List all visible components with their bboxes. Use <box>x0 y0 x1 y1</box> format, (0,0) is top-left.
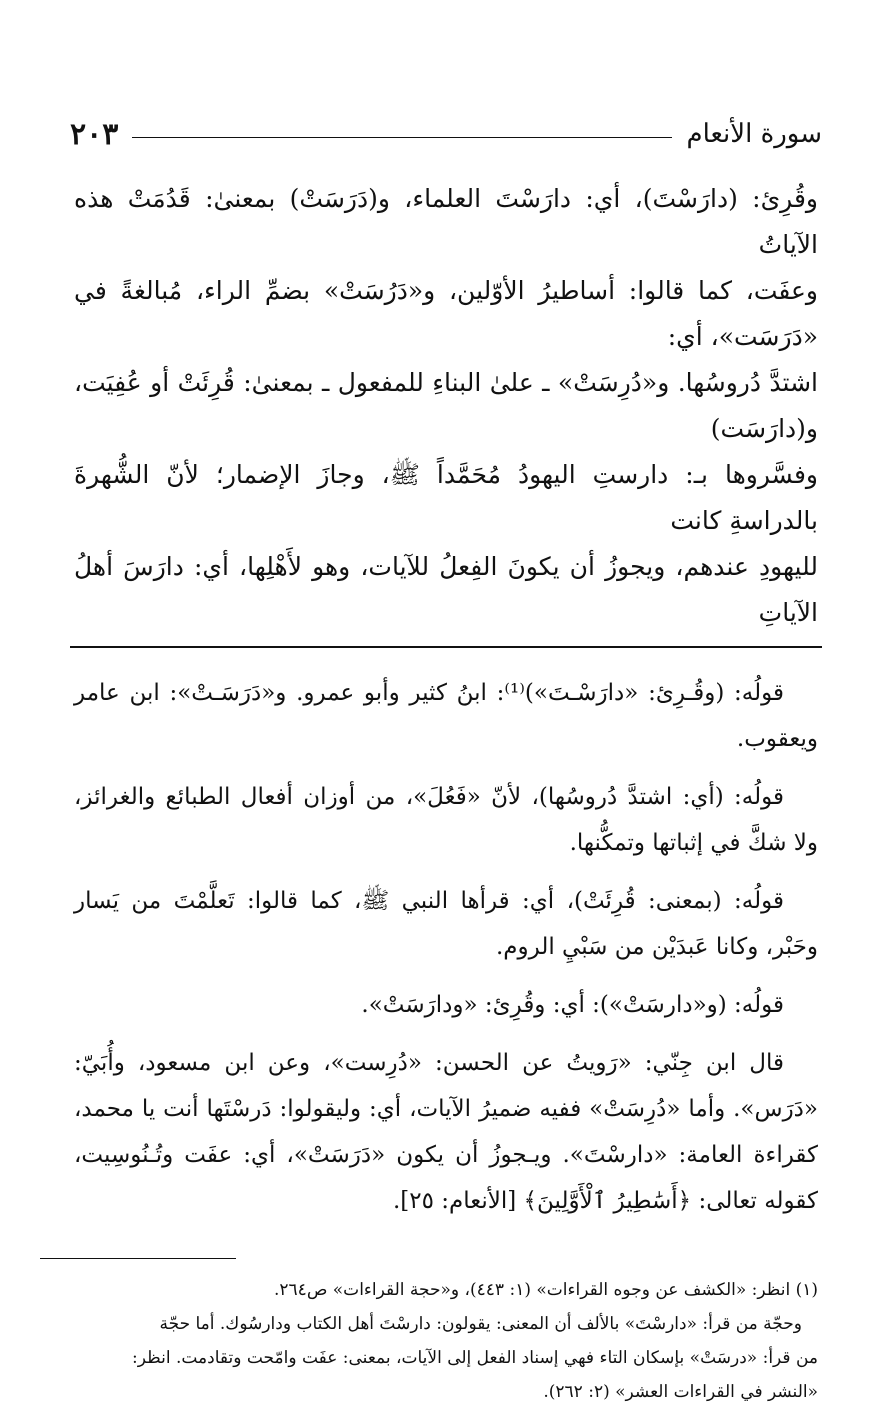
commentary-line: قال ابن جِنّي: «رَويتُ عن الحسن: «دُرِست»، وعن ابن مسعود، وأُبَيّ: «دَرَس». <box>74 1050 818 1122</box>
header-rule <box>132 137 672 138</box>
main-text-line: وعفَت، كما قالوا: أساطيرُ الأوّلين، و«دَرُسَتْ» بضمِّ الراء، مُبالغةً في «دَرَسَت»، أي: <box>74 276 818 351</box>
commentary-line: وأما «دُرِسَتْ» ففيه ضميرُ الآيات، أي: وليقولوا: دَرسْتَها أنت يا محمد، كقراءة العامة: <box>74 1096 818 1168</box>
footnote-line: «النشر في القراءات العشر» (٢: ٢٦٢). <box>543 1382 818 1402</box>
section-divider <box>70 646 822 648</box>
main-text <box>70 176 822 636</box>
commentary-line: قولُه: (بمعنى: قُرِئَتْ)، أي: قرأها النبي ﷺ، كما قالوا: تَعلَّمْتَ من يَسار وحَبْر، وكانا <box>74 888 818 960</box>
commentary-line: عَبدَيْن من سَبْيِ الروم. <box>495 934 709 960</box>
main-text-line: اشتدَّ دُروسُها. و«دُرِسَتْ» ـ علىٰ البناءِ للمفعول ـ بمعنىٰ: قُرِئَتْ أو عُفِيَت، و(دارَسَت) <box>74 368 818 443</box>
book-page <box>70 110 822 1409</box>
main-text-line: وفسَّروها بـ: دارستِ اليهودُ مُحَمَّداً ﷺ، وجازَ الإضمار؛ لأنّ الشُّهرةَ بالدراسةِ كانت <box>74 460 818 535</box>
commentary-paragraph <box>70 774 822 866</box>
page-header <box>70 110 822 158</box>
main-text-line: وقُرِئ: (دارَسْتَ)، أي: دارَسْتَ العلماء، و(دَرَسَتْ) بمعنىٰ: قَدُمَتْ هذه الآياتُ <box>74 184 818 259</box>
commentary-paragraph <box>70 670 822 762</box>
commentary-line: قولُه: (وقُـرِئ: «دارَسْـتَ»)⁽¹⁾: ابنُ كثير وأبو عمرو. و«دَرَسَـتْ»: ابن عامر <box>74 680 784 706</box>
commentary-line: ويعقوب. <box>736 726 818 752</box>
commentary-line: ٱلْأَوَّلِينَ﴾ [الأنعام: ٢٥]. <box>392 1188 607 1214</box>
commentary-line: إثباتها وتمكُّنها. <box>569 830 704 856</box>
commentary-paragraph <box>70 878 822 970</box>
commentary <box>70 670 822 1224</box>
commentary-line: قولُه: (أي: اشتدَّ دُروسُها)، لأنّ «فَعُلَ»، من أوزان أفعال الطبائع والغرائز، ولا شكَّ في <box>74 784 818 856</box>
footnote-line: من قرأ: «درسَتْ» بإسكان التاء فهي إسناد الفعل إلى الآيات، بمعنى: عفَت وامّحت وتقادمت. انظر: <box>132 1348 818 1368</box>
surah-title: سورة الأنعام <box>686 119 822 149</box>
main-text-line: لليهودِ عندهم، ويجوزُ أن يكونَ الفِعلُ للآيات، وهو لأَهْلِها، أي: دارَسَ أهلُ الآياتِ <box>74 552 818 627</box>
commentary-line: قولُه: (و«دارسَتْ»): أي: وقُرِئ: «ودارَسَتْ». <box>361 992 784 1018</box>
footnote-line: وحجّة من قرأ: «دارسْتَ» بالألف أن المعنى: يقولون: دارسْتَ أهل الكتاب ودارسُوك. أما حجّة <box>159 1314 802 1334</box>
page-number: ٢٠٣ <box>70 116 119 152</box>
commentary-paragraph <box>70 982 822 1028</box>
footnotes <box>70 1273 822 1409</box>
footnote-divider <box>40 1258 236 1259</box>
commentary-paragraph <box>70 1040 822 1224</box>
commentary-line: «دارسْتَ». ويـجوزُ أن يكون «دَرَسَتْ»، أي: عفَت وتُـنُوسِيت، كقوله تعالى: ﴿أَسَٰطِيرُ <box>74 1142 818 1214</box>
footnote-line: (١) انظر: «الكشف عن وجوه القراءات» (١: ٤٤٣)، و«حجة القراءات» ص٢٦٤. <box>274 1280 818 1300</box>
